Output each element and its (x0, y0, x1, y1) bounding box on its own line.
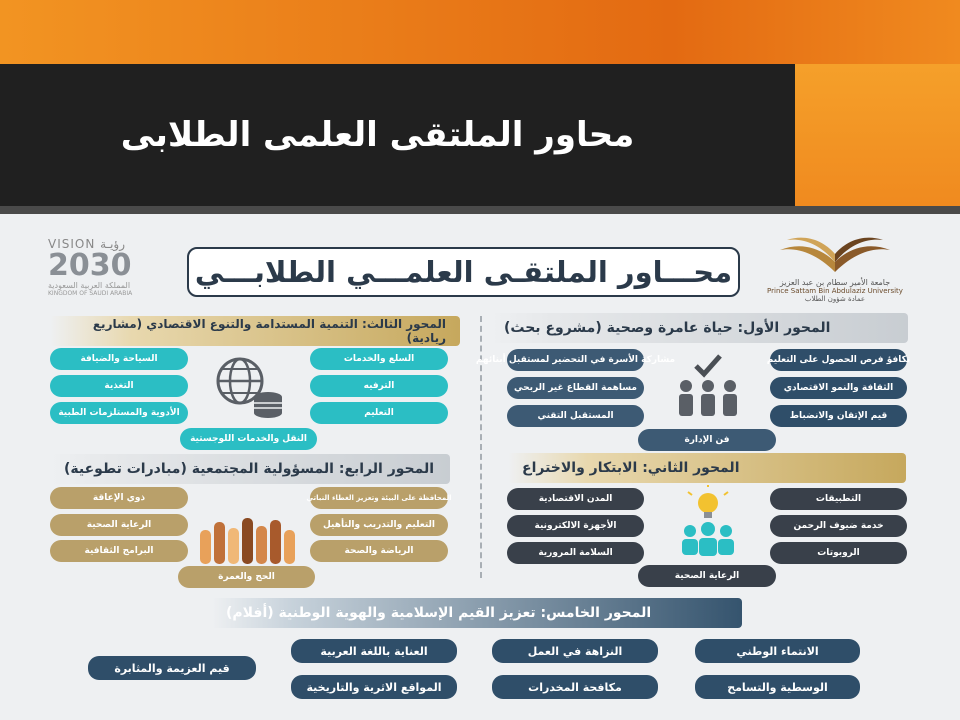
axis3-item: السياحة والضيافة (50, 348, 188, 370)
team-check-icon (672, 352, 744, 422)
axis1-item: مساهمة القطاع غير الربحي (507, 377, 644, 399)
university-dept: عمادة شؤون الطلاب (804, 295, 866, 303)
axis1-item: مشاركة الأسرة في التحضير لمستقبل أبنائهم (507, 349, 644, 371)
axis1-item: الثقافة والنمو الاقتصادي (770, 377, 907, 399)
axis3-item: السلع والخدمات (310, 348, 448, 370)
university-ar-name: جامعة الأمير سطام بن عبد العزيز (779, 278, 891, 287)
axis5-item: الانتماء الوطني (695, 639, 860, 663)
divider-strip (0, 206, 960, 214)
axis5-item: النزاهة في العمل (492, 639, 658, 663)
orange-side-block (795, 64, 960, 206)
axis1-item: المستقبل التقني (507, 405, 644, 427)
axis2-item: السلامة المرورية (507, 542, 644, 564)
axis4-title: المحور الرابع: المسؤولية المجتمعية (مبادرات تطوعية) (50, 454, 450, 484)
axis3-title: المحور الثالث: التنمية المستدامة والتنوع الاقتصادي (مشاريع ريادية) (50, 316, 460, 346)
vision-2030-logo (48, 237, 178, 307)
axis2-item: التطبيقات (770, 488, 907, 510)
axis5-item: الوسطية والتسامح (695, 675, 860, 699)
axis1-title: المحور الأول: حياة عامرة وصحية (مشروع بحث) (490, 313, 908, 343)
axis2-item: المدن الاقتصادية (507, 488, 644, 510)
vision-line2: 2030 (48, 248, 132, 283)
axis2-title: المحور الثاني: الابتكار والاختراع (508, 453, 906, 483)
axis1-item: قيم الإتقان والانضباط (770, 405, 907, 427)
axis3-item: التعليم (310, 402, 448, 424)
axis5-item: العناية باللغة العربية (291, 639, 457, 663)
axis1-bottom-item: فن الإدارة (638, 429, 776, 451)
vision-line3: المملكة العربية السعودية (48, 281, 131, 290)
axis2-bottom-item: الرعاية الصحية (638, 565, 776, 587)
vision-line4: KINGDOM OF SAUDI ARABIA (48, 290, 133, 297)
orange-top-bar (0, 0, 960, 64)
axis3-bottom-item: النقل والخدمات اللوجستية (180, 428, 317, 450)
axis5-title: المحور الخامس: تعزيز القيم الإسلامية والهوية الوطنية (أفلام) (212, 598, 742, 628)
axis3-item: الترفيه (310, 375, 448, 397)
axis4-item: ذوي الإعاقة (50, 487, 188, 509)
globe-coins-icon (210, 353, 286, 423)
axis5-item: قيم العزيمة والمثابرة (88, 656, 256, 680)
poster-main-title: محـــاور الملتقـى العلمـــي الطلابـــي (187, 247, 740, 297)
slide-title[interactable]: محاور الملتقى العلمى الطلابى (120, 115, 635, 155)
idea-team-icon (670, 485, 746, 561)
axis4-item: الرياضة والصحة (310, 540, 448, 562)
axis2-item: الروبوتات (770, 542, 907, 564)
axis2-item: خدمة ضيوف الرحمن (770, 515, 907, 537)
axis5-item: المواقع الاثرية والتاريخية (291, 675, 457, 699)
axis2-item: الأجهزة الالكترونية (507, 515, 644, 537)
axis3-item: التغذية (50, 375, 188, 397)
axis4-bottom-item: الحج والعمرة (178, 566, 315, 588)
raised-hands-icon (196, 514, 306, 566)
book-icon (775, 232, 895, 274)
axis4-item: البرامج الثقافية (50, 540, 188, 562)
axis4-item: التعليم والتدريب والتأهيل (310, 514, 448, 536)
axis4-item: المحافظة على البيئة وتعزيز الغطاء النباتي (310, 487, 448, 509)
university-en-name: Prince Sattam Bin Abdulaziz University (767, 287, 903, 295)
vision-line1: VISION رؤيـة (48, 237, 126, 251)
axis5-item: مكافحة المخدرات (492, 675, 658, 699)
axis4-item: الرعاية الصحية (50, 514, 188, 536)
university-logo (760, 232, 910, 307)
axis3-item: الأدوية والمستلزمات الطبية (50, 402, 188, 424)
axis1-item: تكافؤ فرص الحصول على التعليم (770, 349, 907, 371)
